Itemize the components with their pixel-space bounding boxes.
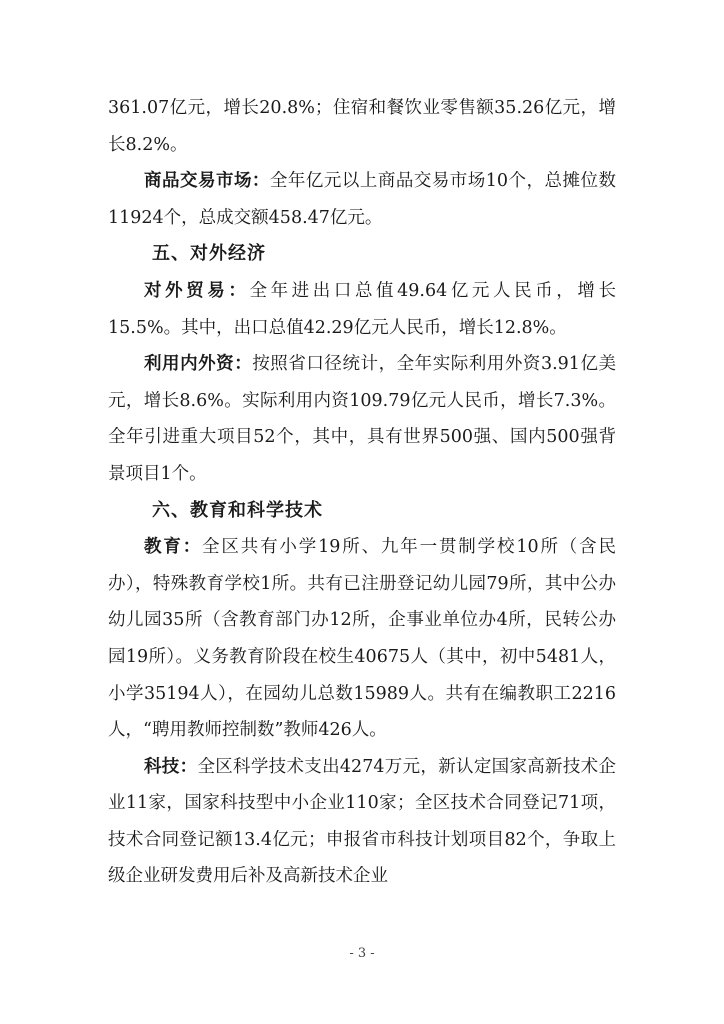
investment-label: 利用内外资： <box>144 354 253 375</box>
technology-label: 科技： <box>144 756 198 777</box>
section-heading-5: 五、对外经济 <box>152 243 266 265</box>
market-label: 商品交易市场： <box>144 171 270 192</box>
education-label: 教育： <box>144 537 203 558</box>
retail-text: 361.07亿元，增长20.8%；住宿和餐饮业零售额35.26亿元，增长8.2%。 <box>108 98 616 155</box>
technology-text: 全区科学技术支出4274万元，新认定国家高新技术企业11家，国家科技型中小企业110家；全区技术合同登记71项，技术合同登记额13.4亿元；申报省市科技计划项目82个，争取上级企业研发费用后补及高新技术企业 <box>108 756 616 887</box>
trade-text: 全年进出口总值49.64亿元人民币，增长15.5%。其中，出口总值42.29亿元人民币，增长12.8%。 <box>108 280 617 338</box>
education-paragraph <box>108 529 616 749</box>
section-heading-6: 六、教育和科学技术 <box>152 499 323 521</box>
market-paragraph <box>108 163 616 236</box>
document-body <box>108 90 616 895</box>
technology-paragraph <box>108 749 616 895</box>
market-text: 全年亿元以上商品交易市场10个，总摊位数11924个，总成交额458.47亿元。 <box>108 171 616 228</box>
investment-paragraph <box>108 346 616 492</box>
retail-paragraph <box>108 90 616 163</box>
education-text: 全区共有小学19所、九年一贯制学校10所（含民办），特殊教育学校1所。共有已注册登记幼儿园79所，其中公办幼儿园35所（含教育部门办12所，企事业单位办4所，民转公办园19所）。义务教育阶段在校生40675人（其中，初中5481人，小学35194人），在园幼儿总数15989人。共有在编教职工2216人，“聘用教师控制数”教师426人。 <box>108 537 616 741</box>
trade-label: 对外贸易： <box>144 280 250 301</box>
page-number: - 3 - <box>349 946 375 961</box>
investment-text: 按照省口径统计，全年实际利用外资3.91亿美元，增长8.6%。实际利用内资109.79亿元人民币，增长7.3%。全年引进重大项目52个，其中，具有世界500强、国内500强背景项目1个。 <box>108 354 617 484</box>
trade-paragraph <box>108 273 616 346</box>
